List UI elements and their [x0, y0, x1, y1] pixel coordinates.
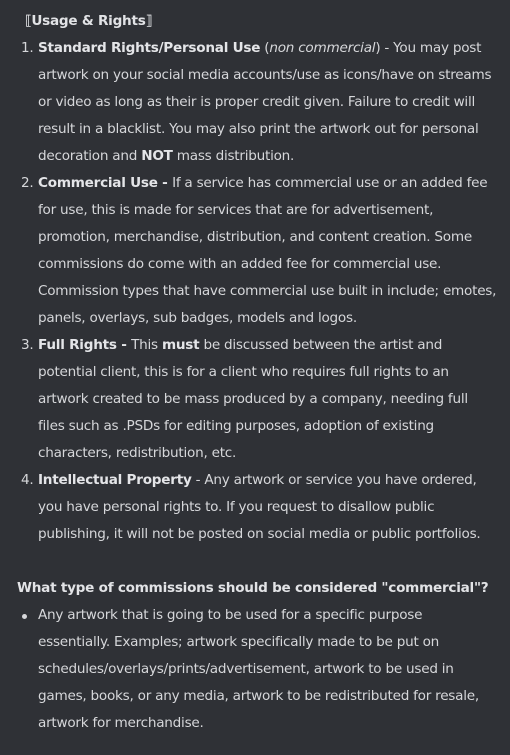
item-title: Commercial Use - [38, 175, 173, 191]
item-emphasis: must [161, 337, 200, 353]
bullet-item: Any artwork that is going to be used for a specific purpose essentially. Examples; artwork specifically made to be put on schedules/overlays/prints/advertisement, artwork to be used in games, books, or any media, artwork to be redistributed for resale, artwork for merchandise. [38, 602, 498, 737]
item-text-end: mass distribution. [172, 148, 295, 164]
item-text: You may post artwork on your social media accounts/use as icons/have on streams or video as long as their is proper credit given. Failure to credit will result in a blacklist. You may also print the artwork out for personal decoration and [38, 40, 492, 164]
item-title: Full Rights - [38, 337, 132, 353]
item-text: This [131, 337, 162, 353]
rights-list [17, 35, 498, 548]
item-paren-italic: non commercial [269, 40, 376, 56]
section-header: ⟦Usage & Rights⟧ [25, 13, 152, 29]
commercial-bullets [17, 602, 498, 737]
item-text: If a service has commercial use or an added fee for use, this is made for services that are for advertisement, promotion, merchandise, distribution, and content creation. Some commissions do come with an added fee for commercial use. Commission types that have commercial use built in include; emotes, panels, overlays, sub badges, models and logos. [38, 175, 497, 326]
item-title: Standard Rights/Personal Use [38, 40, 261, 56]
item-emphasis: NOT [141, 148, 173, 164]
item-title: Intellectual Property [38, 472, 192, 488]
list-item-full-rights [38, 332, 498, 467]
list-item-standard-rights [38, 35, 498, 170]
item-paren-open: ( [260, 40, 270, 56]
item-text: - Any artwork or service you have ordered, you have personal rights to. If you request to disallow public publishing, it will not be posted on social media or public portfolios. [38, 472, 481, 542]
item-text-end: be discussed between the artist and potential client, this is for a client who requires full rights to an artwork created to be mass produced by a company, needing full files such as .PSDs for editing purposes, adoption of existing characters, redistribution, etc. [38, 337, 468, 461]
item-paren-close: ) - [375, 40, 394, 56]
paragraph-gap [17, 548, 498, 575]
list-item-commercial-use [38, 170, 498, 332]
list-item-intellectual-property [38, 467, 498, 548]
question-heading: What type of commissions should be considered "commercial"? [17, 580, 489, 596]
